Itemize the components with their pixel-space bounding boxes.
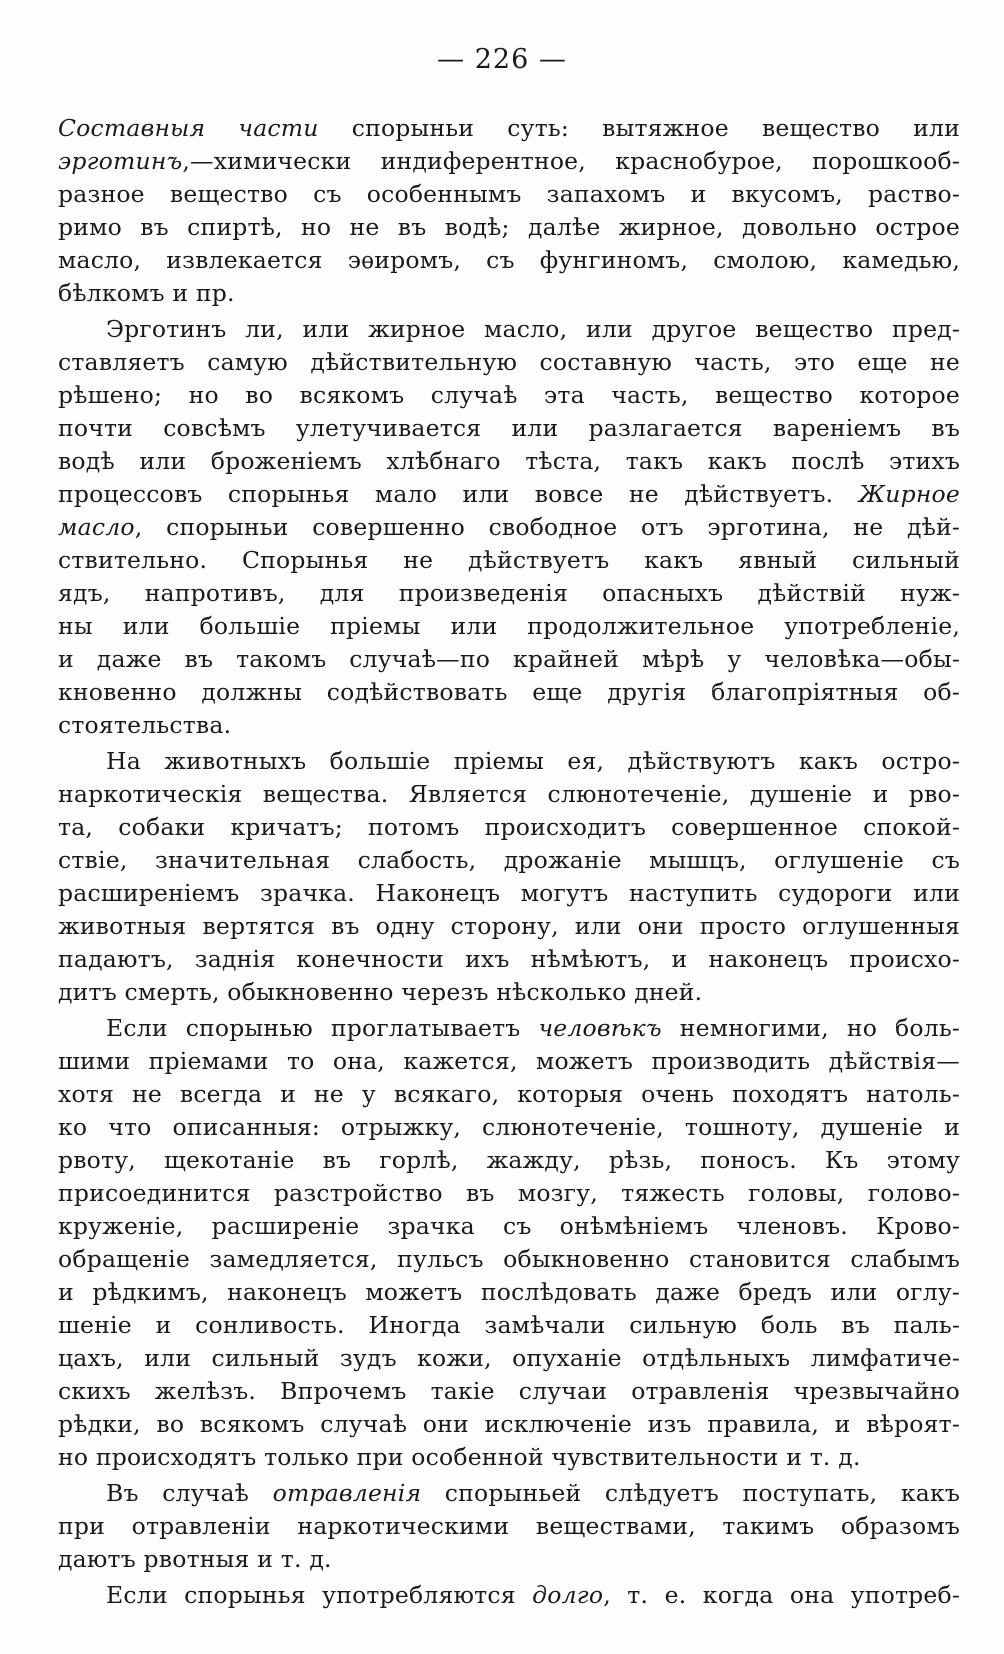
- text-run: Если спорынья употребляются: [106, 1581, 533, 1609]
- text-line: [58, 811, 960, 844]
- text-run: дитъ смерть, обыкновенно черезъ нѣсколько дней.: [58, 978, 703, 1006]
- text-run: падаютъ, заднія конечности ихъ нѣмѣютъ, и наконецъ происхо-: [58, 945, 960, 973]
- text-run: ствіе, значительная слабость, дрожаніе мышцъ, оглушеніе съ: [58, 846, 960, 874]
- text-run: ствительно. Спорынья не дѣйствуетъ какъ явный сильный: [58, 546, 960, 574]
- text-line: [58, 1477, 960, 1510]
- text-line: [58, 844, 960, 877]
- text-run: водѣ или броженіемъ хлѣбнаго тѣста, такъ какъ послѣ этихъ: [58, 447, 960, 475]
- text-line: [58, 1309, 960, 1342]
- text-line: [58, 1012, 960, 1045]
- text-line: [58, 1579, 960, 1612]
- text-run: Въ случаѣ: [106, 1479, 273, 1507]
- text-run: наркотическія вещества. Является слюнотеченіе, душеніе и рво-: [58, 780, 960, 808]
- italic-run: Жирное: [858, 480, 960, 508]
- text-line: [58, 778, 960, 811]
- text-line: [58, 1276, 960, 1309]
- text-run: скихъ желѣзъ. Впрочемъ такіе случаи отравленія чрезвычайно: [58, 1377, 960, 1405]
- text-run: рѣдки, во всякомъ случаѣ они исключеніе изъ правила, и вѣроят-: [58, 1410, 960, 1438]
- text-run: рѣшено; но во всякомъ случаѣ эта часть, вещество которое: [58, 381, 960, 409]
- text-line: [58, 976, 960, 1009]
- text-line: [58, 1342, 960, 1375]
- text-run: Если спорынью проглатываетъ: [106, 1014, 539, 1042]
- page-number: — 226 —: [437, 44, 567, 75]
- text-run: почти совсѣмъ улетучивается или разлагается вареніемъ въ: [58, 414, 960, 442]
- text-run: круженіе, расширеніе зрачка съ онѣмѣніемъ членовъ. Крово-: [58, 1212, 960, 1240]
- text-run: На животныхъ большіе пріемы ея, дѣйствуютъ какъ остро-: [106, 747, 960, 775]
- text-run: кновенно должны содѣйствовать еще другія благопріятныя об-: [58, 678, 960, 706]
- italic-run: отравленія: [272, 1479, 422, 1507]
- text-line: [58, 445, 960, 478]
- text-line: [58, 1408, 960, 1441]
- text-line: [58, 1510, 960, 1543]
- text-run: шеніе и сонливость. Иногда замѣчали сильную боль въ паль-: [58, 1311, 960, 1339]
- text-line: [58, 610, 960, 643]
- text-run: ны или большіе пріемы или продолжительное употребленіе,: [58, 612, 960, 640]
- paragraph: [58, 112, 960, 310]
- text-line: [58, 1243, 960, 1276]
- text-run: и даже въ такомъ случаѣ—по крайней мѣрѣ у человѣка—обы-: [58, 645, 960, 673]
- italic-run: долго: [532, 1581, 604, 1609]
- text-line: [58, 112, 960, 145]
- text-run: ставляетъ самую дѣйствительную составную часть, это еще не: [58, 348, 960, 376]
- text-line: [58, 1543, 960, 1576]
- text-run: и рѣдкимъ, наконецъ можетъ послѣдовать даже бредъ или оглу-: [58, 1278, 960, 1306]
- text-run: животныя вертятся въ одну сторону, или они просто оглушенныя: [58, 912, 960, 940]
- text-line: [58, 277, 960, 310]
- italic-run: эрготинъ: [58, 147, 183, 175]
- text-line: [58, 1078, 960, 1111]
- text-line: [58, 1144, 960, 1177]
- text-line: [58, 145, 960, 178]
- text-line: [58, 1111, 960, 1144]
- text-line: [58, 211, 960, 244]
- text-line: [58, 313, 960, 346]
- text-line: [58, 910, 960, 943]
- text-run: но происходятъ только при особенной чувствительности и т. д.: [58, 1443, 861, 1471]
- paragraph: [58, 313, 960, 742]
- paragraph: [58, 1477, 960, 1576]
- text-line: [58, 1177, 960, 1210]
- text-run: бѣлкомъ и пр.: [58, 279, 235, 307]
- text-run: спорыньей слѣдуетъ поступать, какъ: [421, 1479, 960, 1507]
- text-run: расширеніемъ зрачка. Наконецъ могутъ наступить судороги или: [58, 879, 960, 907]
- text-line: [58, 1441, 960, 1474]
- text-line: [58, 544, 960, 577]
- text-line: [58, 745, 960, 778]
- text-run: стоятельства.: [58, 711, 232, 739]
- text-line: [58, 676, 960, 709]
- text-run: цахъ, или сильный зудъ кожи, опуханіе отдѣльныхъ лимфатиче-: [58, 1344, 960, 1372]
- text-run: присоединится разстройство въ мозгу, тяжесть головы, голово-: [58, 1179, 960, 1207]
- text-line: [58, 709, 960, 742]
- text-run: Эрготинъ ли, или жирное масло, или другое вещество пред-: [106, 315, 960, 343]
- text-run: рвоту, щекотаніе въ горлѣ, жажду, рѣзь, поносъ. Къ этому: [58, 1146, 960, 1174]
- text-line: [58, 511, 960, 544]
- text-run: разное вещество съ особеннымъ запахомъ и вкусомъ, раство-: [58, 180, 960, 208]
- italic-run: человѣкъ: [538, 1014, 662, 1042]
- text-line: [58, 643, 960, 676]
- text-run: процессовъ спорынья мало или вовсе не дѣйствуетъ.: [58, 480, 859, 508]
- text-line: [58, 244, 960, 277]
- text-line: [58, 1375, 960, 1408]
- paragraph: [58, 745, 960, 1009]
- text-line: [58, 1210, 960, 1243]
- italic-run: Составныя части: [58, 114, 319, 142]
- text-line: [58, 379, 960, 412]
- paragraph: [58, 1579, 960, 1612]
- text-line: [58, 178, 960, 211]
- text-line: [58, 346, 960, 379]
- text-run: при отравленіи наркотическими веществами, такимъ образомъ: [58, 1512, 960, 1540]
- text-run: спорыньи суть: вытяжное вещество или: [318, 114, 960, 142]
- text-run: римо въ спиртѣ, но не въ водѣ; далѣе жирное, довольно острое: [58, 213, 960, 241]
- text-run: , т. е. когда она употреб-: [603, 1581, 961, 1609]
- text-line: [58, 412, 960, 445]
- text-run: , спорыньи совершенно свободное отъ эрготина, не дѣй-: [134, 513, 960, 541]
- text-run: ,—химически индиферентное, краснобурое, порошкооб-: [182, 147, 960, 175]
- text-run: даютъ рвотныя и т. д.: [58, 1545, 332, 1573]
- text-run: та, собаки кричатъ; потомъ происходитъ совершенное спокой-: [58, 813, 960, 841]
- text-run: хотя не всегда и не у всякаго, которыя очень походятъ натоль-: [58, 1080, 960, 1108]
- text-line: [58, 877, 960, 910]
- italic-run: масло: [58, 513, 135, 541]
- text-line: [58, 1045, 960, 1078]
- text-line: [58, 478, 960, 511]
- text-line: [58, 943, 960, 976]
- text-run: немногими, но боль-: [661, 1014, 960, 1042]
- text-run: шими пріемами то она, кажется, можетъ производить дѣйствія—: [58, 1047, 960, 1075]
- paragraph: [58, 1012, 960, 1474]
- text-run: обращеніе замедляется, пульсъ обыкновенно становится слабымъ: [58, 1245, 960, 1273]
- text-run: ко что описанныя: отрыжку, слюнотеченіе, тошноту, душеніе и: [58, 1113, 960, 1141]
- body-text: [58, 112, 960, 1612]
- text-run: ядъ, напротивъ, для произведенія опасныхъ дѣйствій нуж-: [58, 579, 960, 607]
- text-run: масло, извлекается эѳиромъ, съ фунгиномъ, смолою, камедью,: [58, 246, 960, 274]
- text-line: [58, 577, 960, 610]
